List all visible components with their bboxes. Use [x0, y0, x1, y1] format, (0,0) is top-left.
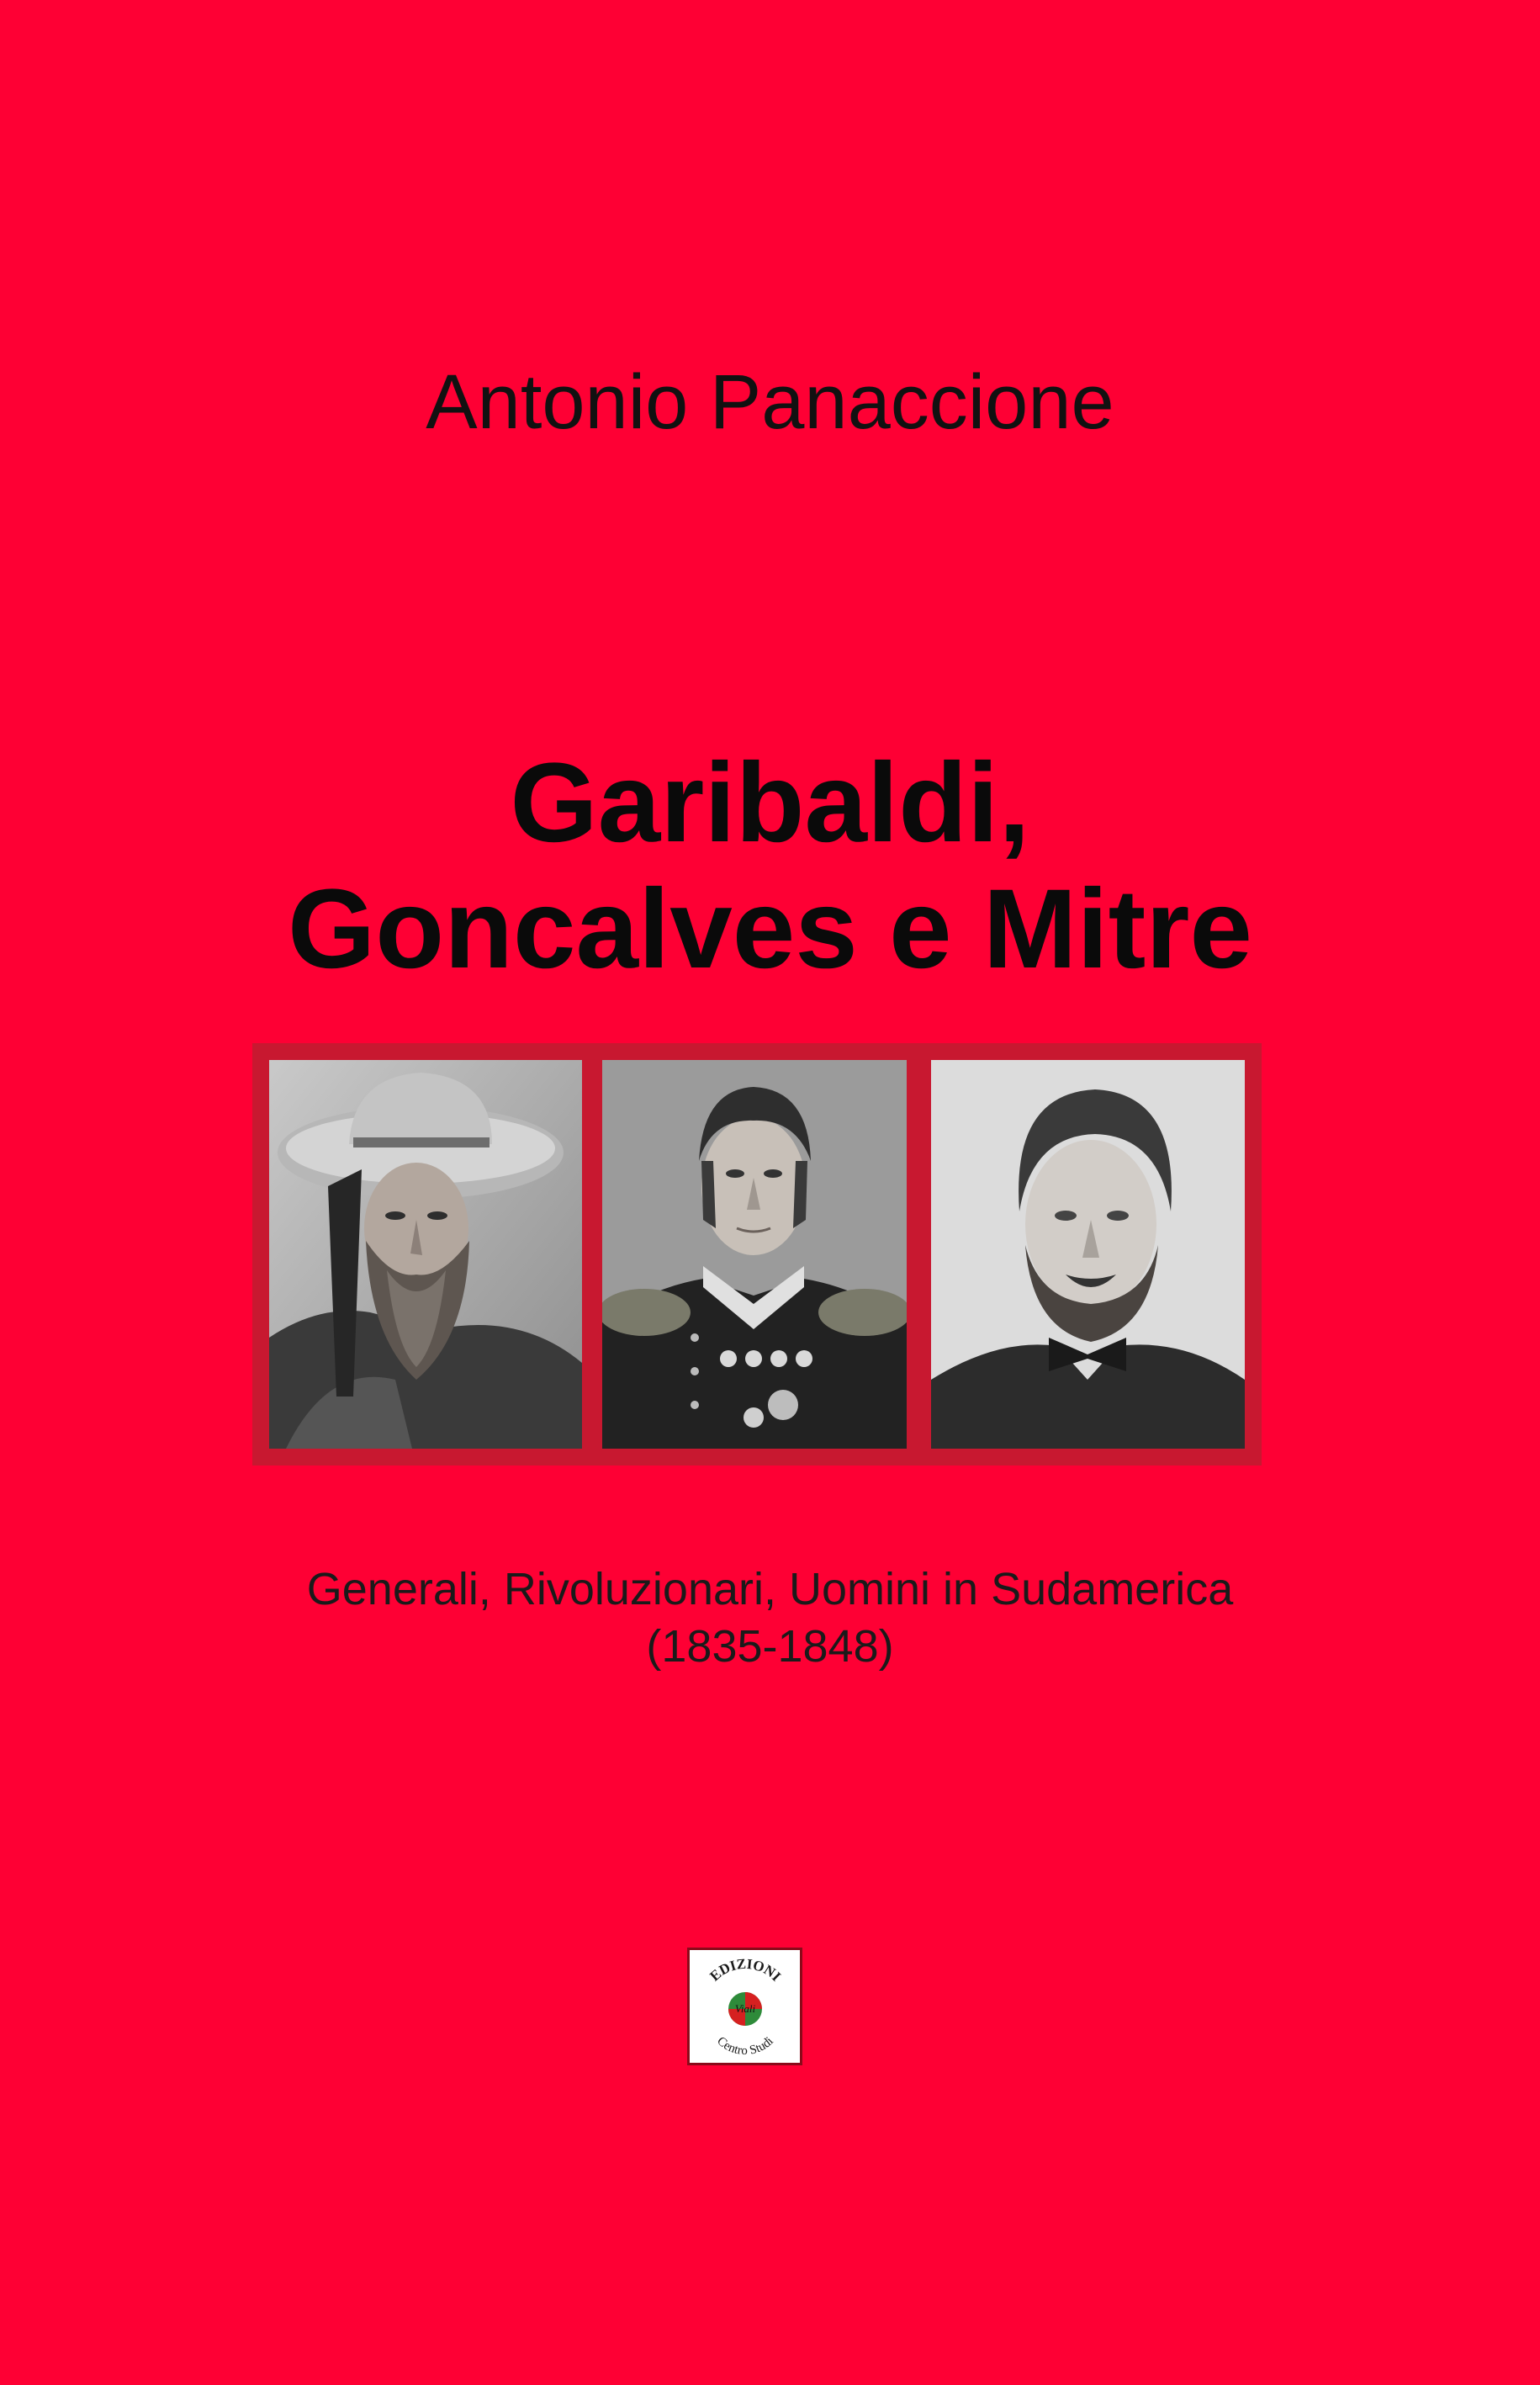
publisher-logo-icon: [687, 1948, 802, 2065]
book-subtitle: [0, 1561, 1540, 1675]
svg-text:Viali: Viali: [734, 2002, 756, 2015]
subtitle-line-2: (1835-1848): [646, 1621, 894, 1672]
subtitle-line-1: Generali, Rivoluzionari, Uomini in Sudamerica: [306, 1564, 1234, 1614]
svg-text:EDIZIONI: EDIZIONI: [706, 1955, 785, 1985]
book-title: [0, 740, 1540, 993]
portrait-strip: [252, 1043, 1262, 1465]
portrait-garibaldi-icon: [269, 1060, 582, 1449]
title-line-1: Garibaldi,: [510, 740, 1030, 866]
author-name: Antonio Panaccione: [426, 359, 1114, 445]
title-line-2: Goncalves e Mitre: [288, 867, 1252, 992]
portrait-goncalves-icon: [602, 1060, 907, 1449]
portrait-mitre-icon: [931, 1060, 1245, 1449]
svg-text:Centro Studi: Centro Studi: [714, 2034, 776, 2059]
